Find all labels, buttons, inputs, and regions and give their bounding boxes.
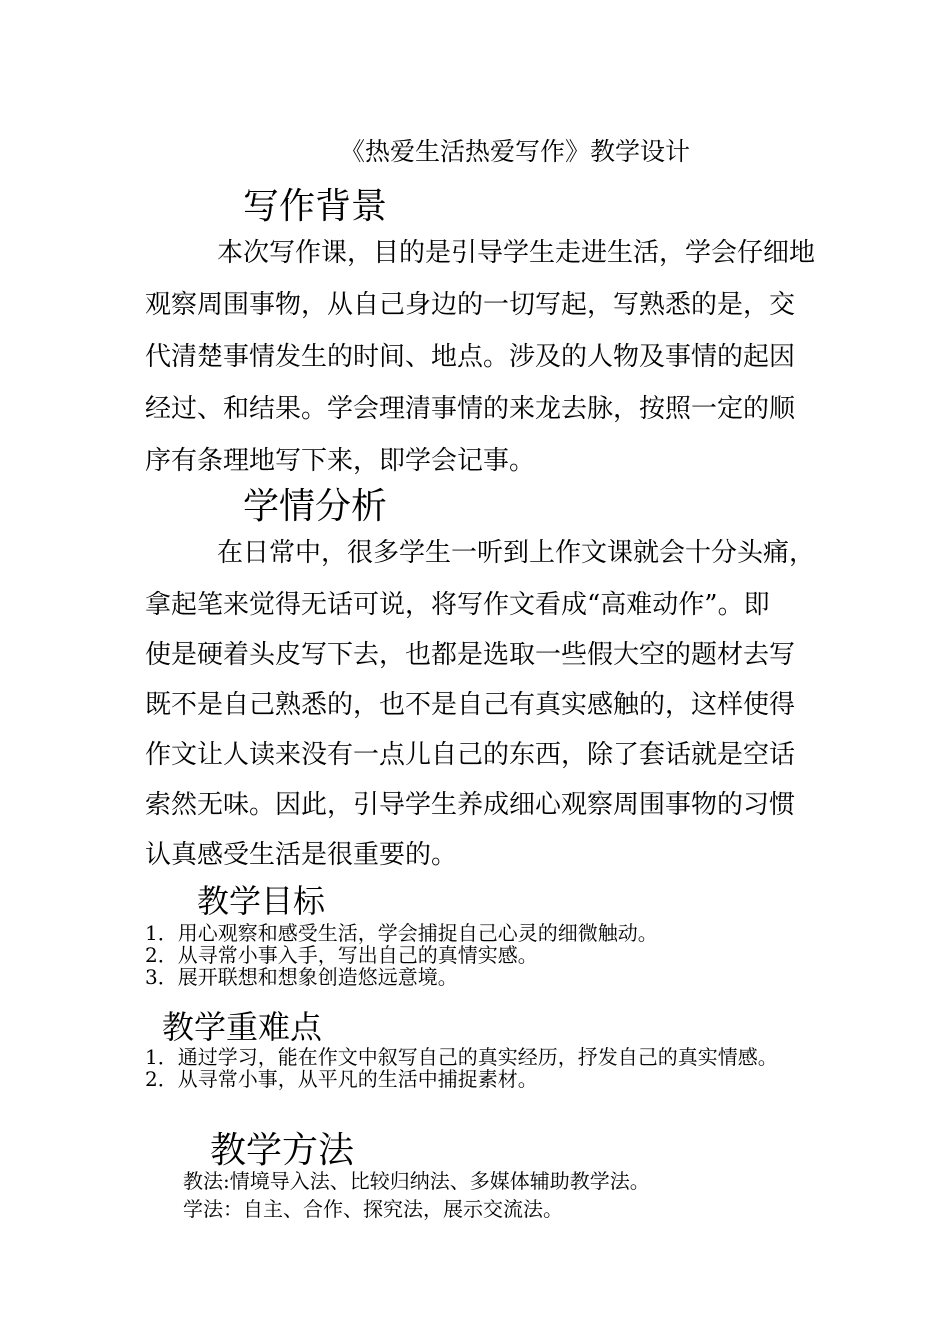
objectives-list	[145, 922, 815, 988]
paragraph-line: 作文让人读来没有一点儿自己的东西，除了套话就是空话	[145, 740, 796, 770]
paragraph-line: 拿起笔来觉得无话可说，将写作文看成“高难动作”。即	[145, 590, 770, 620]
learning-method-line: 学法：自主、合作、探究法，展示交流法。	[183, 1197, 563, 1221]
section-heading-analysis: 学情分析	[243, 486, 388, 527]
paragraph-line: 在日常中，很多学生一听到上作文课就会十分头痛，	[217, 538, 816, 568]
paragraph-line: 索然无味。因此，引导学生养成细心观察周围事物的习惯	[145, 790, 796, 820]
list-item: 2．从寻常小事入手，写出自己的真情实感。	[145, 943, 538, 967]
section-heading-background: 写作背景	[243, 186, 388, 227]
section-heading-objectives: 教学目标	[197, 882, 326, 920]
section-heading-methods: 教学方法	[210, 1130, 355, 1171]
list-item: 3．展开联想和想象创造悠远意境。	[145, 965, 458, 989]
list-item: 2．从寻常小事，从平凡的生活中捕捉素材。	[145, 1067, 538, 1091]
paragraph-line: 经过、和结果。学会理清事情的来龙去脉，按照一定的顺	[145, 394, 796, 424]
paragraph-line: 认真感受生活是很重要的。	[145, 840, 458, 870]
document-title: 《热爱生活热爱写作》教学设计	[340, 137, 691, 166]
key-points-list	[145, 1046, 815, 1090]
paragraph-line: 既不是自己熟悉的，也不是自己有真实感触的，这样使得	[145, 690, 796, 720]
list-item: 1．通过学习，能在作文中叙写自己的真实经历，抒发自己的真实情感。	[145, 1045, 778, 1069]
paragraph-line: 使是硬着头皮写下去，也都是选取一些假大空的题材去写	[145, 640, 796, 670]
paragraph-line: 本次写作课，目的是引导学生走进生活，学会仔细地	[217, 238, 816, 268]
teaching-method-line: 教法:情境导入法、比较归纳法、多媒体辅助教学法。	[183, 1169, 650, 1193]
methods-text	[183, 1167, 650, 1223]
section-heading-key-points: 教学重难点	[162, 1008, 323, 1046]
paragraph-line: 代清楚事情发生的时间、地点。涉及的人物及事情的起因	[145, 342, 796, 372]
paragraph-line: 观察周围事物，从自己身边的一切写起，写熟悉的是，交	[145, 290, 796, 320]
list-item: 1．用心观察和感受生活，学会捕捉自己心灵的细微触动。	[145, 921, 658, 945]
paragraph-line: 序有条理地写下来，即学会记事。	[145, 446, 536, 476]
